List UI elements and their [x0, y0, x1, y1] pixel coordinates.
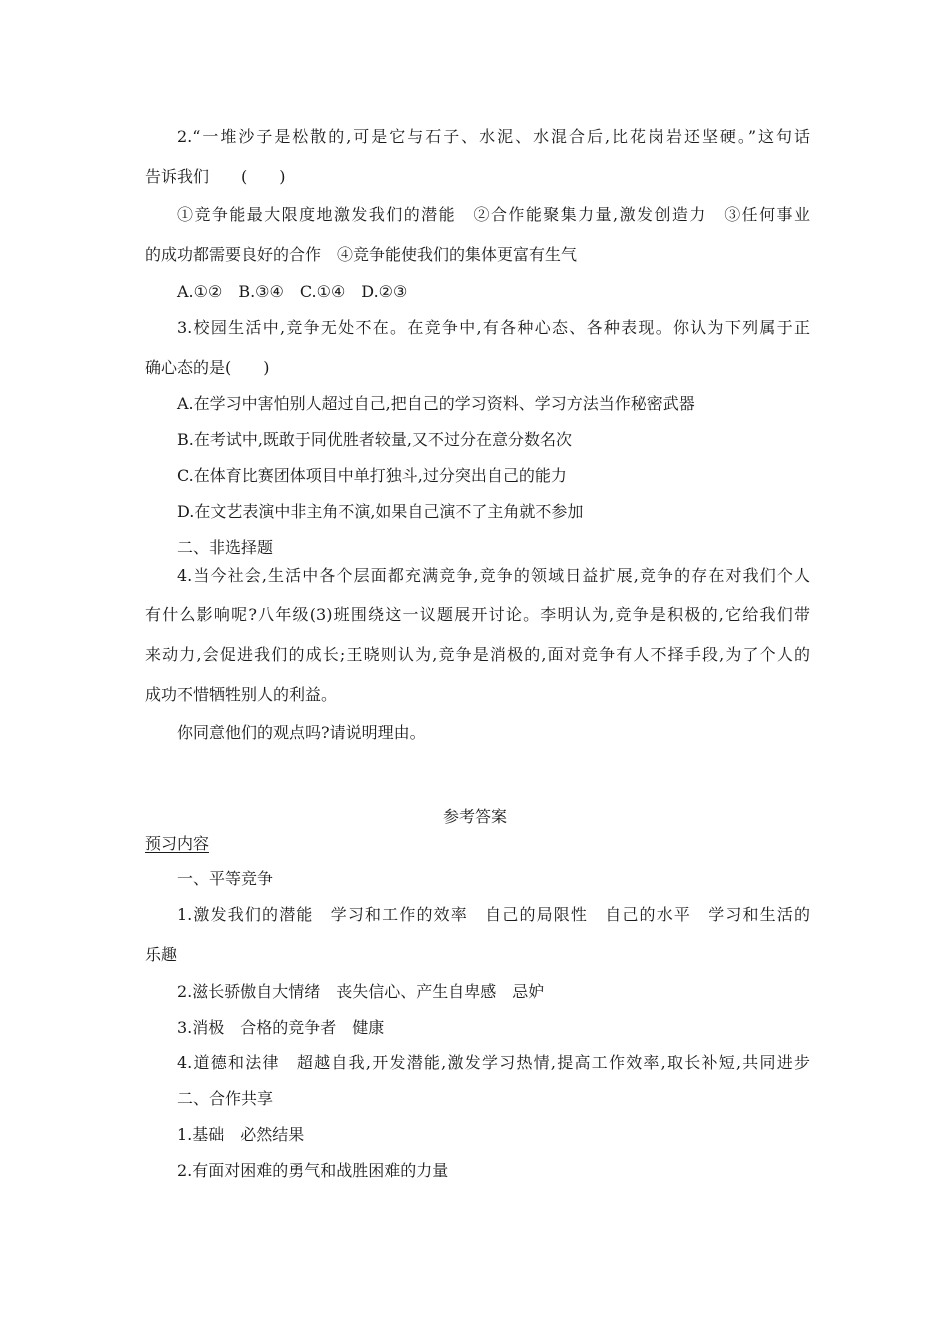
section2-heading: 二、非选择题: [177, 538, 274, 557]
q4-line4: 成功不惜牺牲别人的利益。: [145, 685, 338, 704]
part1-heading: 一、平等竞争: [177, 869, 274, 888]
q4-line1: 4.当今社会,生活中各个层面都充满竞争,竞争的领域日益扩展,竞争的存在对我们个人: [177, 566, 810, 585]
preview-label: 预习内容: [145, 834, 210, 853]
part2-item2: 2.有面对困难的勇气和战胜困难的力量: [177, 1161, 449, 1180]
q3-option-b: B.在考试中,既敢于同优胜者较量,又不过分在意分数名次: [177, 430, 573, 449]
q3-stem-line1: 3.校园生活中,竞争无处不在。在竞争中,有各种心态、各种表现。你认为下列属于正: [177, 318, 810, 337]
q2-statements-line2: 的成功都需要良好的合作 ④竞争能使我们的集体更富有生气: [145, 245, 578, 264]
q4-line3: 来动力,会促进我们的成长;王晓则认为,竞争是消极的,面对竞争有人不择手段,为了个人的: [145, 645, 810, 664]
q3-option-d: D.在文艺表演中非主角不演,如果自己演不了主角就不参加: [177, 502, 584, 521]
part2-item1: 1.基础 必然结果: [177, 1125, 305, 1144]
q2-stem-line1: 2.“一堆沙子是松散的,可是它与石子、水泥、水混合后,比花岗岩还坚硬。”这句话: [177, 127, 810, 146]
answer-item4: 4.道德和法律 超越自我,开发潜能,激发学习热情,提高工作效率,取长补短,共同进步: [177, 1053, 810, 1072]
answer-item2: 2.滋长骄傲自大情绪 丧失信心、产生自卑感 忌妒: [177, 982, 545, 1001]
q3-stem-line2: 确心态的是( ): [145, 358, 270, 377]
answers-title: 参考答案: [442, 807, 507, 826]
answer-item3: 3.消极 合格的竞争者 健康: [177, 1018, 385, 1037]
q3-option-a: A.在学习中害怕别人超过自己,把自己的学习资料、学习方法当作秘密武器: [177, 394, 695, 413]
q4-prompt: 你同意他们的观点吗?请说明理由。: [177, 723, 426, 742]
q2-statements-line1: ①竞争能最大限度地激发我们的潜能 ②合作能聚集力量,激发创造力 ③任何事业: [177, 205, 810, 224]
q3-option-c: C.在体育比赛团体项目中单打独斗,过分突出自己的能力: [177, 466, 567, 485]
q2-stem-line2: 告诉我们 ( ): [145, 167, 286, 186]
answer-item1-line2: 乐趣: [145, 945, 178, 964]
part2-heading: 二、合作共享: [177, 1089, 274, 1108]
answer-item1-line1: 1.激发我们的潜能 学习和工作的效率 自己的局限性 自己的水平 学习和生活的: [177, 905, 810, 924]
q4-line2: 有什么影响呢?八年级(3)班围绕这一议题展开讨论。李明认为,竞争是积极的,它给我们带: [145, 605, 810, 624]
q2-options: A.①② B.③④ C.①④ D.②③: [177, 282, 408, 301]
